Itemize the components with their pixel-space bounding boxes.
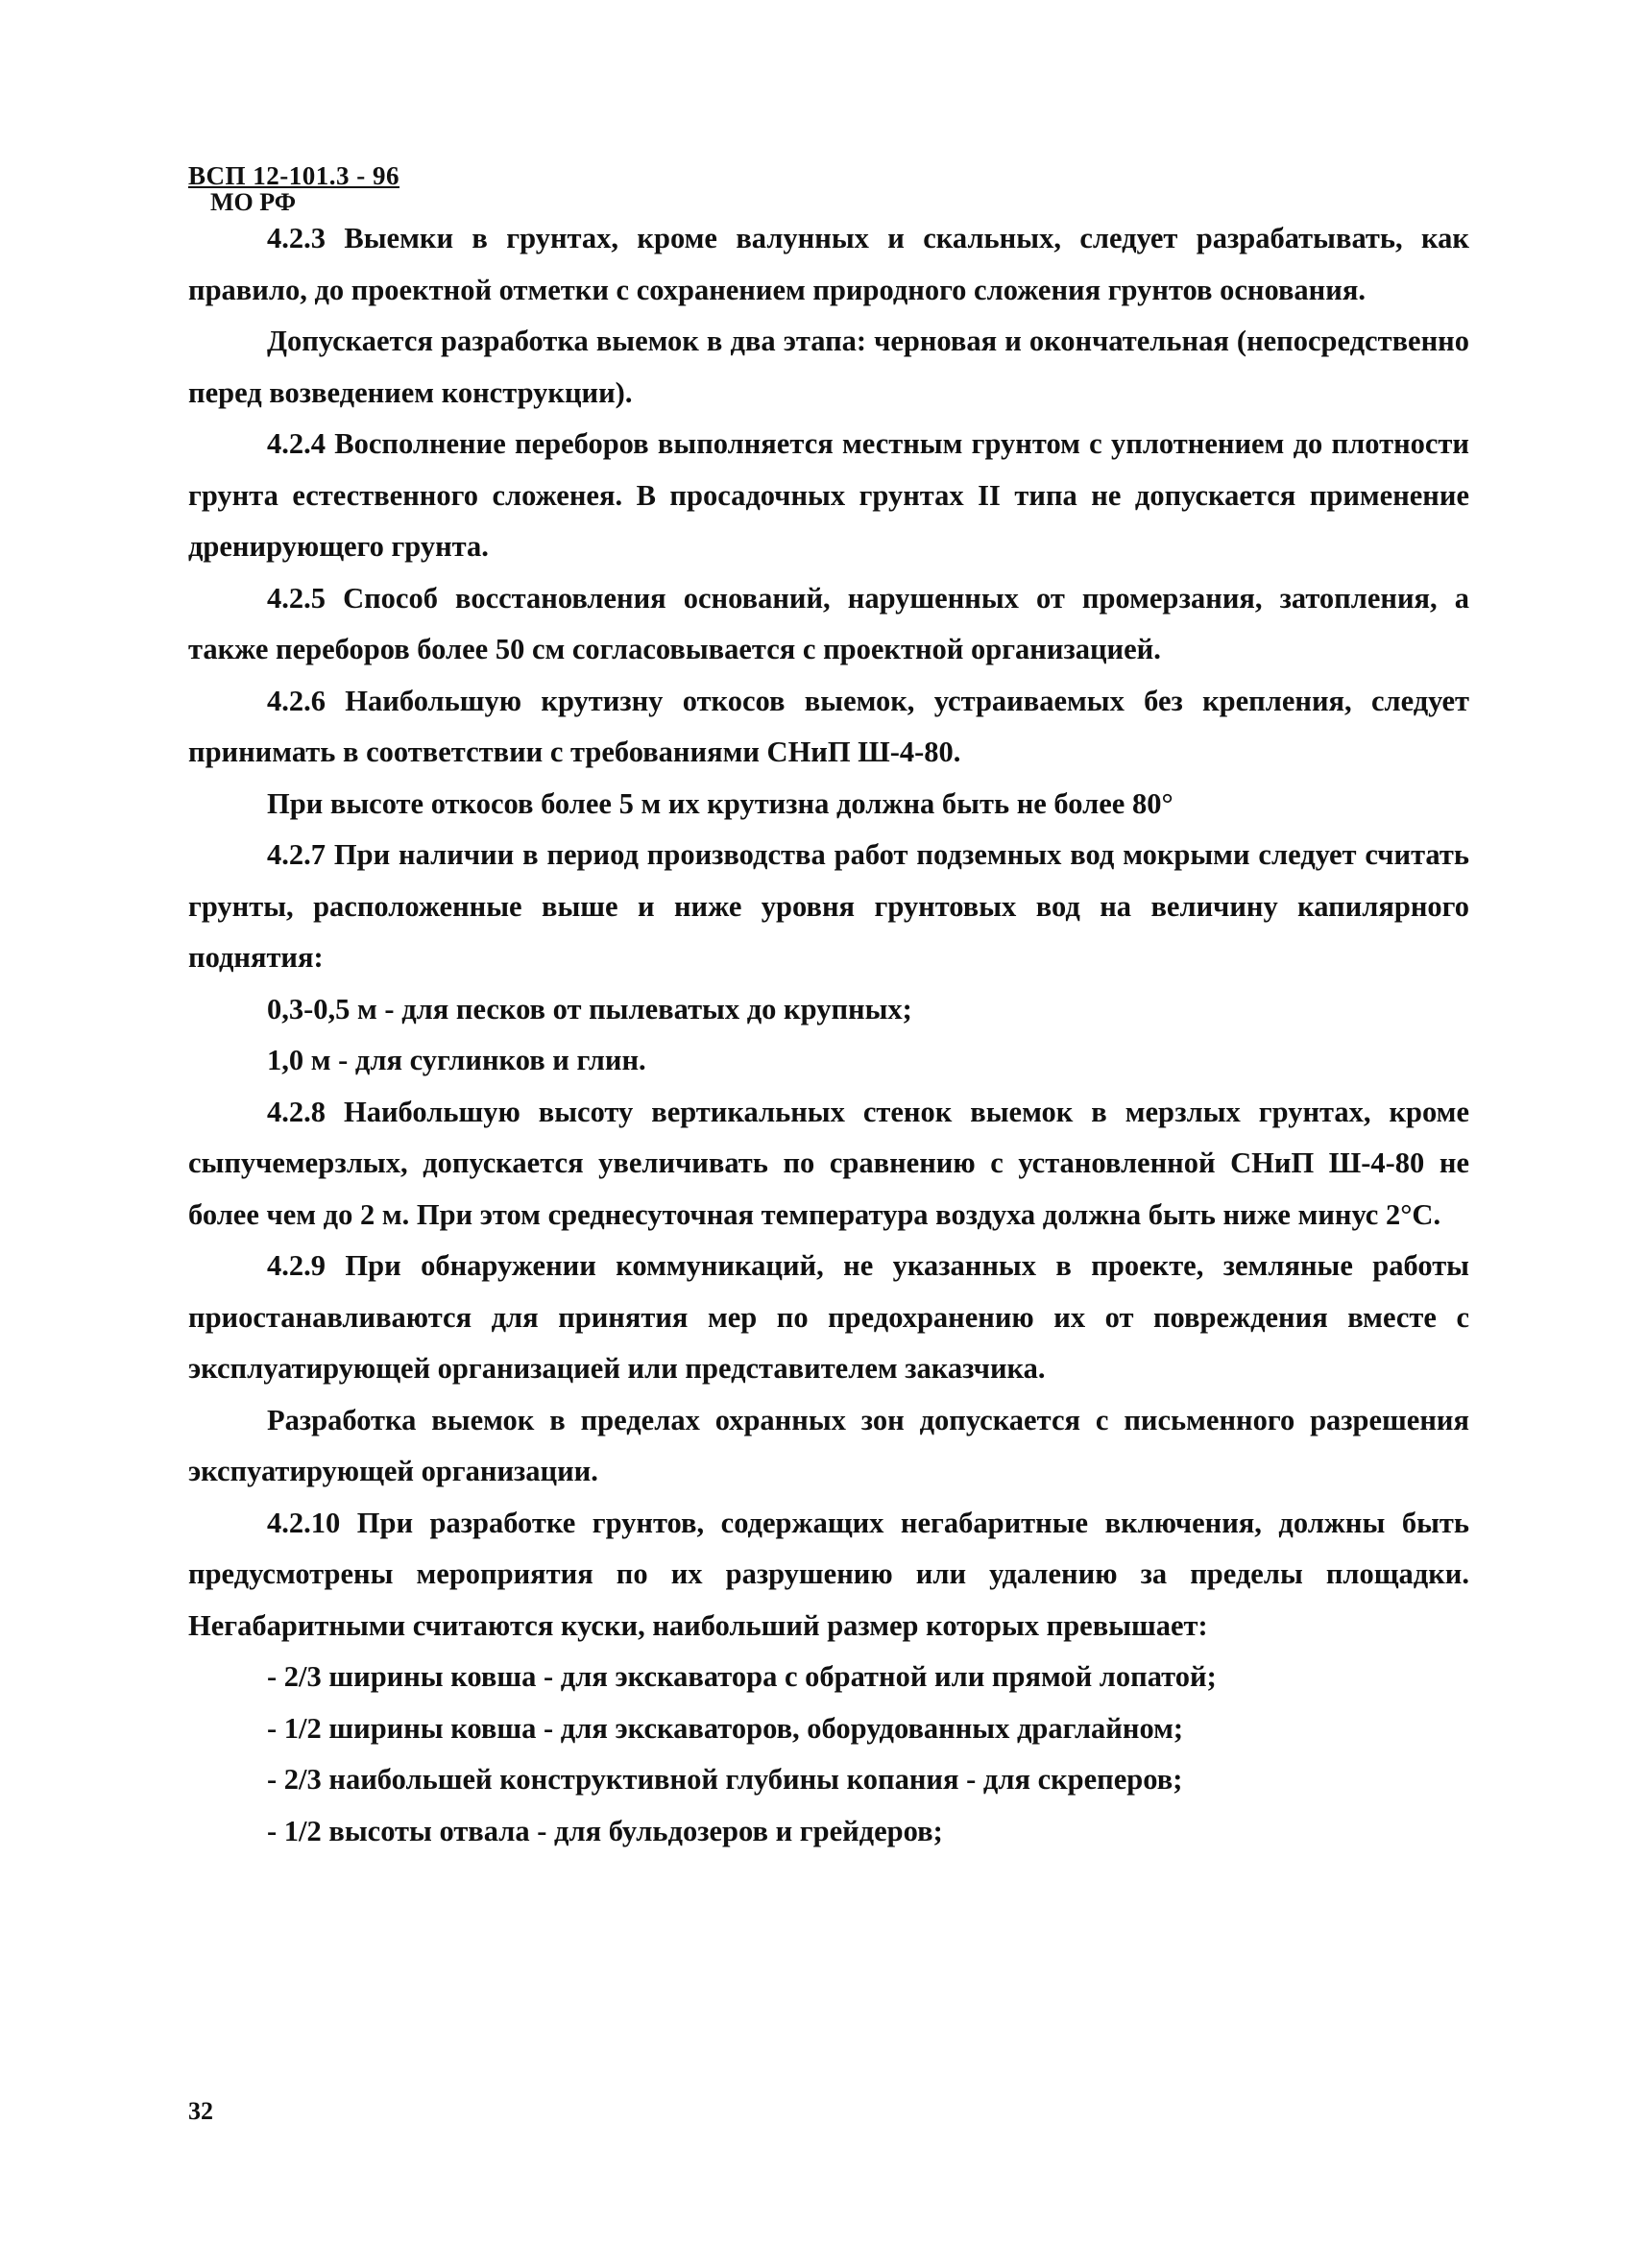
paragraph-protected-zones: Разработка выемок в пределах охранных зон допускается с письменного разрешения экспуатирующей организации. (188, 1403, 1469, 1487)
list-item-excavator-bucket: - 2/3 ширины ковша - для экскаватора с обратной или прямой лопатой; (267, 1660, 1217, 1693)
paragraph-4-2-4: 4.2.4 Восполнение переборов выполняется местным грунтом с уплотнением до плотности грунта естественного сложенея. В просадочных грунтах II типа не допускается применение дренирующего грунта. (188, 427, 1469, 563)
page-number: 32 (188, 2097, 213, 2125)
list-item-scrapers: - 2/3 наибольшей конструктивной глубины копания - для скреперов; (267, 1763, 1183, 1796)
document-body (188, 213, 1469, 1857)
paragraph-4-2-5: 4.2.5 Способ восстановления оснований, нарушенных от промерзания, затопления, а также переборов более 50 см согласовывается с проектной организацией. (188, 581, 1469, 665)
list-item-dragline: - 1/2 ширины ковша - для экскаваторов, оборудованных драглайном; (267, 1711, 1184, 1745)
paragraph-slope-height: При высоте откосов более 5 м их крутизна должна быть не более 80° (267, 786, 1173, 820)
list-item-loams: 1,0 м - для суглинков и глин. (267, 1044, 646, 1076)
list-item-bulldozers: - 1/2 высоты отвала - для бульдозеров и грейдеров; (267, 1814, 943, 1847)
paragraph-4-2-9: 4.2.9 При обнаружении коммуникаций, не указанных в проекте, земляные работы приостанавливаются для принятия мер по предохранению их от повреждения вместе с эксплуатирующей организацией или представителем заказчика. (188, 1249, 1469, 1385)
list-item-sands: 0,3-0,5 м - для песков от пылеватых до крупных; (267, 992, 912, 1025)
paragraph-4-2-6: 4.2.6 Наибольшую крутизну откосов выемок, устраиваемых без крепления, следует принимать в соответствии с требованиями СНиП Ш-4-80. (188, 684, 1469, 768)
paragraph-stages: Допускается разработка выемок в два этапа: черновая и окончательная (непосредственно перед возведением конструкции). (188, 325, 1469, 409)
paragraph-4-2-10: 4.2.10 При разработке грунтов, содержащих негабаритные включения, должны быть предусмотрены мероприятия по их разрушению или удалению за пределы площадки. Негабаритными считаются куски, наибольший размер которых превышает: (188, 1506, 1469, 1642)
paragraph-4-2-8: 4.2.8 Наибольшую высоту вертикальных стенок выемок в мерзлых грунтах, кроме сыпучемерзлых, допускается увеличивать по сравнению с установленной СНиП Ш-4-80 не более чем до 2 м. При этом среднесуточная температура воздуха должна быть ниже минус 2°С. (188, 1095, 1469, 1231)
document-code: ВСП 12-101.3 - 96 (188, 161, 399, 190)
paragraph-4-2-3: 4.2.3 Выемки в грунтах, кроме валунных и скальных, следует разрабатывать, как правило, до проектной отметки с сохранением природного сложения грунтов основания. (188, 222, 1469, 306)
paragraph-4-2-7: 4.2.7 При наличии в период производства работ подземных вод мокрыми следует считать грунты, расположенные выше и ниже уровня грунтовых вод на величину капилярного поднятия: (188, 838, 1469, 974)
organization-label: МО РФ (210, 188, 297, 216)
